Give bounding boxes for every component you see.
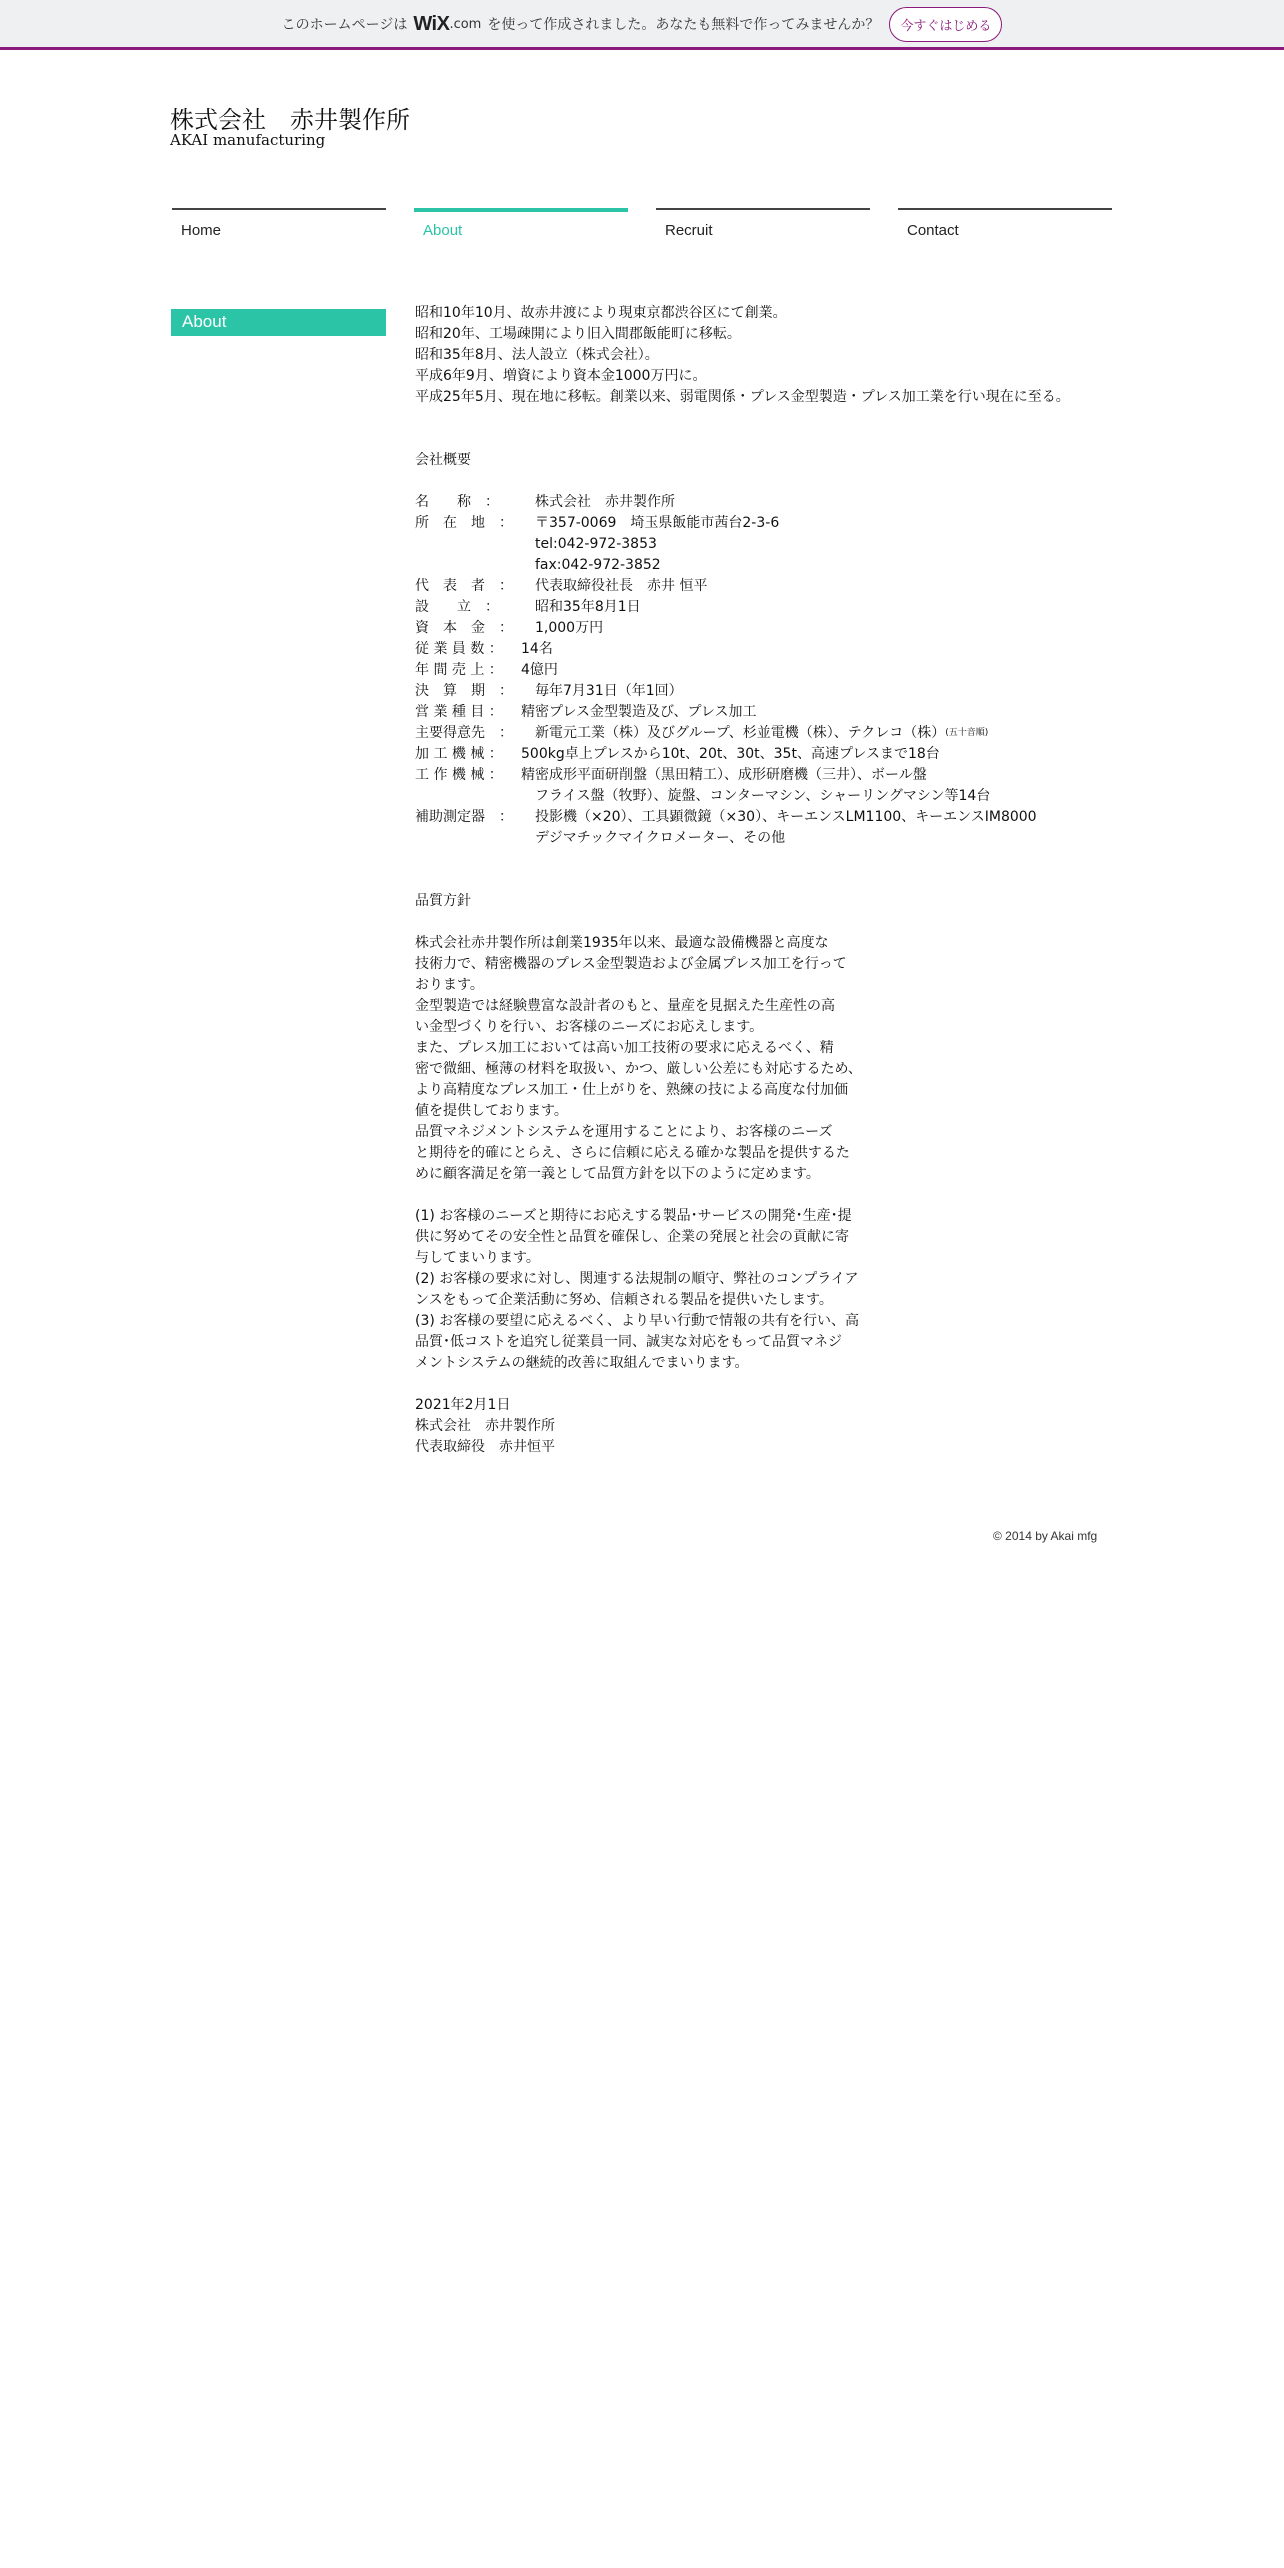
history-line: 昭和10年10月、故赤井渡により現東京都渋谷区にて創業。 xyxy=(415,305,787,321)
overview-label: 設 立 ： xyxy=(415,599,499,615)
policy-line: 品質･低コストを追究し従業員一同、誠実な対応をもって品質マネジ xyxy=(415,1334,842,1350)
start-now-button[interactable]: 今すぐはじめる xyxy=(889,7,1002,42)
overview-row-address xyxy=(415,513,1115,534)
overview-value: 14名 xyxy=(521,641,553,657)
overview-value: 4億円 xyxy=(521,662,558,678)
quality-line: また、プレス加工においては高い加工技術の要求に応えるべく、精 xyxy=(415,1040,834,1056)
overview-row-capital xyxy=(415,618,1115,639)
overview-label: 年 間 売 上 ： xyxy=(415,662,503,678)
overview-label: 加 工 機 械 ： xyxy=(415,746,503,762)
overview-note: (五十音順) xyxy=(945,728,989,738)
overview-value-continued: フライス盤（牧野）、旋盤、コンターマシン、シャーリングマシン等14台 xyxy=(535,788,991,804)
quality-line: と期待を的確にとらえ、さらに信頼に応える確かな製品を提供するた xyxy=(415,1145,850,1161)
policy-line: 供に努めてその安全性と品質を確保し、企業の発展と社会の貢献に寄 xyxy=(415,1229,849,1245)
overview-value: 毎年7月31日（年1回） xyxy=(535,683,683,699)
nav-item-label: Home xyxy=(181,222,222,239)
overview-fax: fax:042-972-3852 xyxy=(535,557,661,573)
policy-line: (2) お客様の要求に対し、関連する法規制の順守、弊社のコンプライア xyxy=(415,1271,859,1287)
quality-line: めに顧客満足を第一義として品質方針を以下のように定めます。 xyxy=(415,1166,820,1182)
overview-value: 投影機（×20）、工具顕微鏡（×30）、キーエンスLM1100、キーエンスIM8000 xyxy=(535,809,1037,825)
nav-item-label: Contact xyxy=(907,222,959,239)
wix-banner xyxy=(0,0,1284,50)
overview-value-continued: デジマチックマイクロメーター、その他 xyxy=(535,830,786,846)
nav-item-about[interactable] xyxy=(414,208,628,252)
overview-row-employees xyxy=(415,639,1115,660)
overview-value: 昭和35年8月1日 xyxy=(535,599,641,615)
quality-line: 金型製造では経験豊富な設計者のもと、量産を見据えた生産性の高 xyxy=(415,998,835,1014)
quality-signer: 代表取締役 赤井恒平 xyxy=(415,1439,555,1455)
overview-row-rep xyxy=(415,576,1115,597)
quality-intro xyxy=(415,933,1115,1185)
quality-heading: 品質方針 xyxy=(415,893,471,909)
overview-row-sales xyxy=(415,660,1115,681)
footer-copyright: © 2014 by Akai mfg xyxy=(993,1529,1098,1543)
history-line: 平成25年5月、現在地に移転。創業以来、弱電関係・プレス金型製造・プレス加工業を行い現在に至る。 xyxy=(415,389,1070,405)
overview-label: 従 業 員 数 ： xyxy=(415,641,503,657)
quality-date: 2021年2月1日 xyxy=(415,1397,511,1413)
overview-tel: tel:042-972-3853 xyxy=(535,536,657,552)
overview-label: 資 本 金 ： xyxy=(415,620,513,636)
overview-row-name xyxy=(415,492,1115,513)
quality-company: 株式会社 赤井製作所 xyxy=(415,1418,555,1434)
overview-label: 営 業 種 目 ： xyxy=(415,704,503,720)
quality-line: 技術力で、精密機器のプレス金型製造および金属プレス加工を行って xyxy=(415,956,847,972)
quality-line: 密で微細、極薄の材料を取扱い、かつ、厳しい公差にも対応するため、 xyxy=(415,1061,862,1077)
nav-item-label: Recruit xyxy=(665,222,713,239)
overview-label: 名 称 ： xyxy=(415,494,499,510)
overview-row-established xyxy=(415,597,1115,618)
policy-line: (1) お客様のニーズと期待にお応えする製品･サービスの開発･生産･提 xyxy=(415,1208,852,1224)
overview-label: 所 在 地 ： xyxy=(415,515,513,531)
overview-row-clients xyxy=(415,723,1115,744)
overview-value: 株式会社 赤井製作所 xyxy=(535,494,675,510)
nav-item-recruit[interactable] xyxy=(656,208,870,250)
overview-value: 500kg卓上プレスから10t、20t、30t、35t、高速プレスまで18台 xyxy=(521,746,940,762)
policy-line: メントシステムの継続的改善に取組んでまいります。 xyxy=(415,1355,749,1371)
sidebar-item-label: About xyxy=(182,312,227,331)
quality-line: い金型づくりを行い、お客様のニーズにお応えします。 xyxy=(415,1019,764,1035)
history-line: 平成6年9月、増資により資本金1000万円に。 xyxy=(415,368,707,384)
site-title[interactable]: 株式会社 赤井製作所 xyxy=(170,106,410,134)
nav-item-contact[interactable] xyxy=(898,208,1112,250)
history-line: 昭和20年、工場疎開により旧入間郡飯能町に移転。 xyxy=(415,326,741,342)
overview-label: 主要得意先 ： xyxy=(415,725,513,741)
main-nav xyxy=(0,208,1284,248)
overview-label: 決 算 期 ： xyxy=(415,683,513,699)
overview-row-measure xyxy=(415,807,1115,828)
wix-logo[interactable]: WiX xyxy=(413,12,450,35)
wix-logo-suffix: .com xyxy=(449,16,482,32)
overview-value: 精密プレス金型製造及び、プレス加工 xyxy=(521,704,757,720)
history-line: 昭和35年8月、法人設立（株式会社）。 xyxy=(415,347,659,363)
overview-value: 精密成形平面研削盤（黒田精工）、成形研磨機（三井）、ボール盤 xyxy=(521,767,927,783)
policy-line: (3) お客様の要望に応えるべく、より早い行動で情報の共有を行い、高 xyxy=(415,1313,859,1329)
policy-line: ンスをもって企業活動に努め、信頼される製品を提供いたします。 xyxy=(415,1292,833,1308)
overview-row-machines xyxy=(415,744,1115,765)
quality-line: 株式会社赤井製作所は創業1935年以来、最適な設備機器と高度な xyxy=(415,935,829,951)
overview-value: 代表取締役社長 赤井 恒平 xyxy=(535,578,708,594)
quality-line: おります。 xyxy=(415,977,484,993)
quality-policies xyxy=(415,1206,1115,1374)
overview-label: 代 表 者 ： xyxy=(415,578,513,594)
overview-label: 工 作 機 械 ： xyxy=(415,767,503,783)
overview-value: 1,000万円 xyxy=(535,620,604,636)
quality-line: より高精度なプレス加工・仕上がりを、熟練の技による高度な付加価 xyxy=(415,1082,849,1098)
overview-heading: 会社概要 xyxy=(415,452,471,468)
sidebar-item-about[interactable] xyxy=(171,309,386,336)
policy-line: 与してまいります。 xyxy=(415,1250,540,1266)
wix-banner-text-after: を使って作成されました。あなたも無料で作ってみませんか？ xyxy=(487,17,880,33)
site-subtitle: AKAI manufacturing xyxy=(170,131,326,149)
overview-value: 〒357-0069 埼玉県飯能市茜台2-3-6 xyxy=(535,515,780,531)
overview-value: 新電元工業（株）及びグループ、杉並電機（株）、テクレコ（株） xyxy=(535,725,946,741)
overview-label: 補助測定器 ： xyxy=(415,809,513,825)
quality-line: 品質マネジメントシステムを運用することにより、お客様のニーズ xyxy=(415,1124,833,1140)
overview-row-fiscal xyxy=(415,681,1115,702)
about-content xyxy=(415,303,1115,1458)
overview-row-business xyxy=(415,702,1115,723)
nav-item-home[interactable] xyxy=(172,208,386,250)
nav-item-label: About xyxy=(423,222,463,239)
wix-banner-text-before: このホームページは xyxy=(281,17,408,33)
overview-row-tools xyxy=(415,765,1115,786)
quality-line: 値を提供しております。 xyxy=(415,1103,568,1119)
